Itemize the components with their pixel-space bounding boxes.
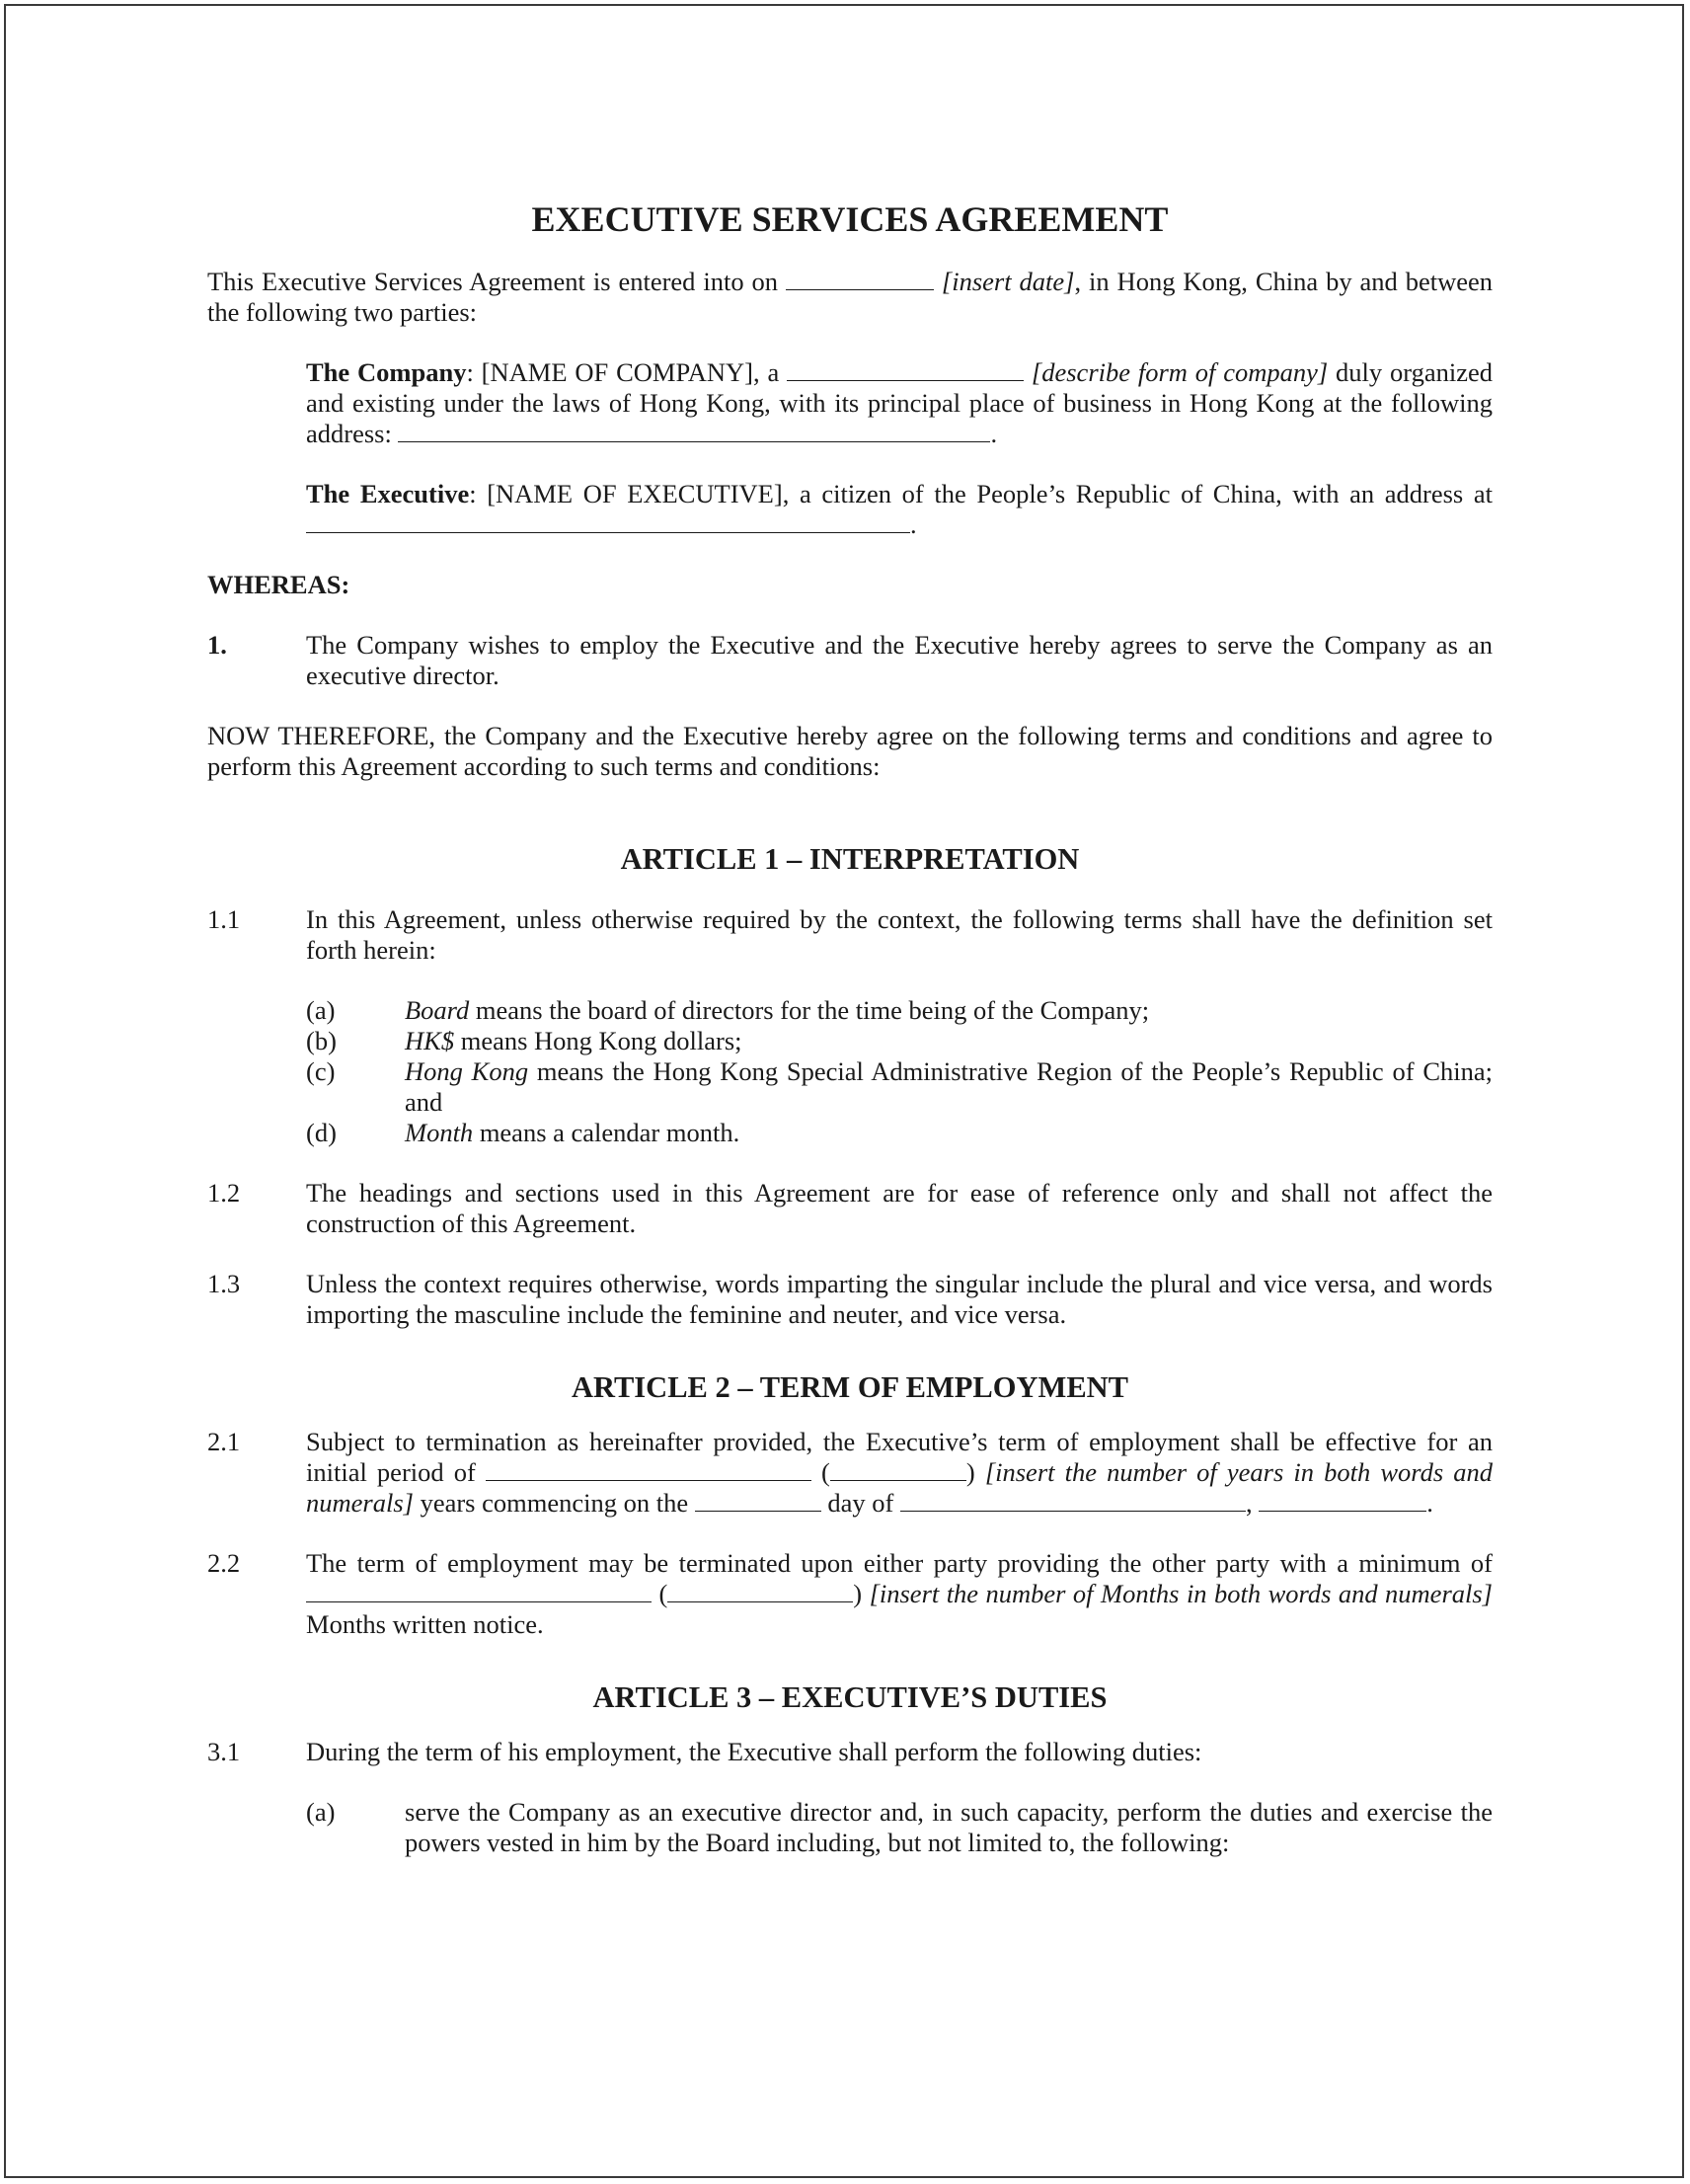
definition-item: (a) Board means the board of directors for the time being of the Company;: [306, 995, 1150, 1025]
initial-period-numerals-blank[interactable]: [830, 1458, 966, 1481]
clause-1-1: 1.1 In this Agreement, unless otherwise required by the context, the following terms shall have the definition set forth herein:: [207, 904, 1493, 965]
clause-3-1: 3.1 During the term of his employment, the Executive shall perform the following duties:: [207, 1737, 1202, 1766]
clause-1-3: 1.3 Unless the context requires otherwise, words imparting the singular include the plural and vice versa, and words importing the masculine include the feminine and neuter, and vice versa.: [207, 1269, 1493, 1329]
notice-months-words-blank[interactable]: [306, 1580, 652, 1602]
commencement-month-blank[interactable]: [900, 1489, 1246, 1512]
company-label: The Company: [306, 357, 467, 387]
definition-item: (b) HK$ means Hong Kong dollars;: [306, 1026, 742, 1055]
document-page: [4, 4, 1684, 2178]
clause-2-2: 2.2 The term of employment may be terminated upon either party providing the other party with a minimum of ( ) [insert the number of Months in both words and numerals] Months written notice.: [207, 1548, 1493, 1639]
document-body: [207, 199, 1493, 1858]
definition-item: (d) Month means a calendar month.: [306, 1118, 740, 1147]
clause-2-1: 2.1 Subject to termination as hereinafter provided, the Executive’s term of employment shall be effective for an initial period of ( ) [insert the number of years in both words and numerals] years commencing on the day of , .: [207, 1427, 1493, 1518]
company-address-blank[interactable]: [398, 420, 990, 442]
intro-paragraph: This Executive Services Agreement is entered into on [insert date], in Hong Kong, China by and between the following two parties:: [207, 267, 1493, 327]
whereas-heading: WHEREAS:: [207, 570, 350, 599]
recital-1: [207, 630, 1493, 691]
notice-months-numerals-blank[interactable]: [667, 1580, 853, 1602]
article-3-heading: ARTICLE 3 – EXECUTIVE’S DUTIES: [592, 1680, 1108, 1714]
date-hint: [insert date]: [941, 267, 1075, 296]
years-hint: [insert the number of years in both words and numerals]: [306, 1457, 1493, 1518]
recital-number: 1.: [207, 630, 227, 660]
date-blank[interactable]: [786, 268, 934, 290]
initial-period-words-blank[interactable]: [486, 1458, 811, 1481]
commencement-day-blank[interactable]: [695, 1489, 821, 1512]
definition-item: (c) Hong Kong means the Hong Kong Special Administrative Region of the People’s Republic of China; and: [306, 1056, 1493, 1117]
months-hint: [insert the number of Months in both words and numerals]: [869, 1579, 1493, 1608]
commencement-year-blank[interactable]: [1259, 1489, 1426, 1512]
company-form-blank[interactable]: [787, 358, 1024, 381]
now-therefore-paragraph: NOW THEREFORE, the Company and the Executive hereby agree on the following terms and conditions and agree to perform this Agreement according to such terms and conditions:: [207, 721, 1493, 781]
company-form-hint: [describe form of company]: [1031, 357, 1329, 387]
duty-item: (a) serve the Company as an executive director and, in such capacity, perform the duties and exercise the powers vested in him by the Board including, but not limited to, the following:: [306, 1797, 1493, 1857]
definitions-list: [207, 995, 1493, 1148]
article-2-heading: ARTICLE 2 – TERM OF EMPLOYMENT: [571, 1370, 1129, 1404]
clause-1-2: 1.2 The headings and sections used in this Agreement are for ease of reference only and shall not affect the construction of this Agreement.: [207, 1178, 1493, 1238]
article-1-heading: ARTICLE 1 – INTERPRETATION: [620, 842, 1080, 876]
executive-label: The Executive: [306, 479, 470, 508]
executive-address-blank[interactable]: [306, 510, 910, 533]
recital-text: The Company wishes to employ the Executive and the Executive hereby agrees to serve the Company as an executive director.: [306, 630, 1493, 690]
document-title: EXECUTIVE SERVICES AGREEMENT: [531, 199, 1169, 239]
executive-party: The Executive: [NAME OF EXECUTIVE], a citizen of the People’s Republic of China, with an address at .: [306, 479, 1493, 539]
company-party: The Company: [NAME OF COMPANY], a [describe form of company] duly organized and existing under the laws of Hong Kong, with its principal place of business in Hong Kong at the following address: .: [306, 357, 1493, 448]
